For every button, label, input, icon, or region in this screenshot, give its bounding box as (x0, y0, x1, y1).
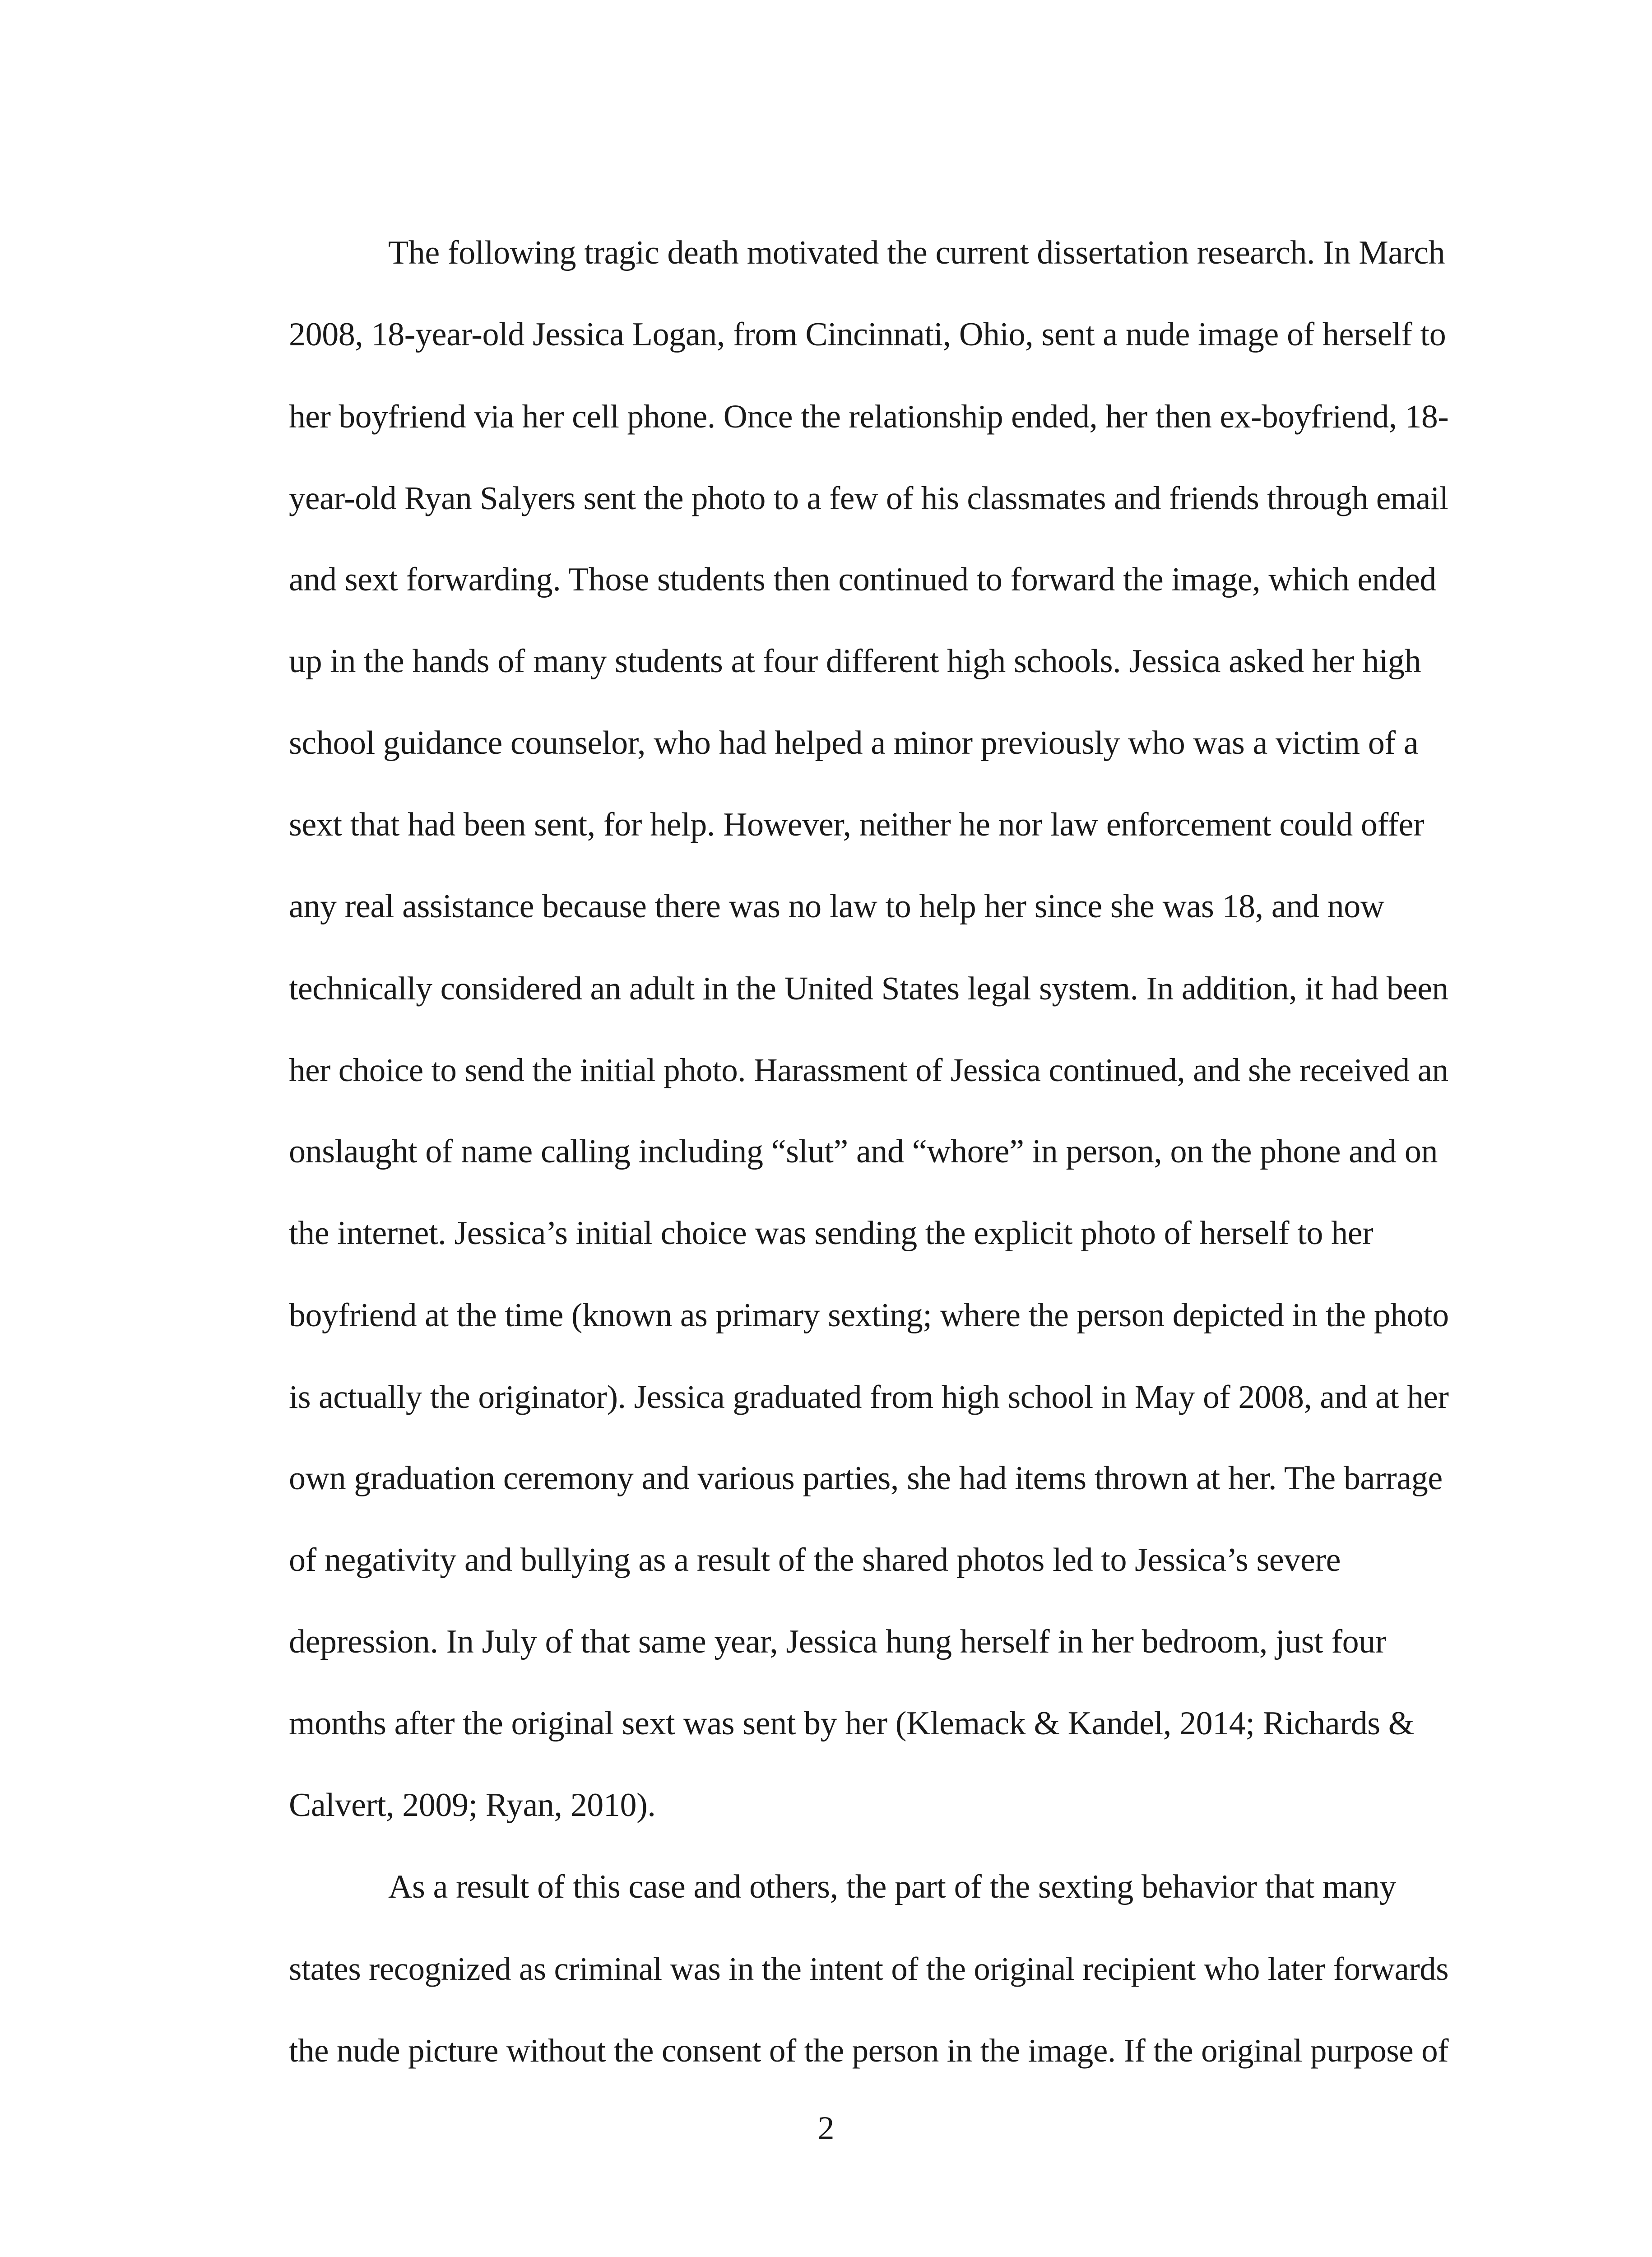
text-line: The following tragic death motivated the current dissertation research. In March (388, 234, 1445, 271)
text-line: boyfriend at the time (known as primary sexting; where the person depicted in the photo (289, 1296, 1449, 1333)
text-line: is actually the originator). Jessica graduated from high school in May of 2008, and at her (289, 1379, 1449, 1415)
text-line: months after the original sext was sent by her (Klemack & Kandel, 2014; Richards & (289, 1705, 1414, 1742)
text-line: any real assistance because there was no law to help her since she was 18, and now (289, 888, 1384, 925)
text-line: 2008, 18-year-old Jessica Logan, from Cincinnati, Ohio, sent a nude image of herself to (289, 316, 1446, 353)
page-number: 2 (817, 2110, 835, 2147)
text-line: year-old Ryan Salyers sent the photo to a few of his classmates and friends through email (289, 480, 1448, 516)
text-line: and sext forwarding. Those students then continued to forward the image, which ended (289, 561, 1437, 598)
text-line: the internet. Jessica’s initial choice was sending the explicit photo of herself to her (289, 1215, 1374, 1252)
text-line: her choice to send the initial photo. Harassment of Jessica continued, and she received an (289, 1052, 1448, 1088)
text-line: the nude picture without the consent of the person in the image. If the original purpose of (289, 2032, 1449, 2069)
text-line: school guidance counselor, who had helped a minor previously who was a victim of a (289, 724, 1419, 762)
text-line: of negativity and bullying as a result of the shared photos led to Jessica’s severe (289, 1542, 1341, 1579)
text-line: up in the hands of many students at four different high schools. Jessica asked her high (289, 643, 1421, 680)
text-line: her boyfriend via her cell phone. Once the relationship ended, her then ex-boyfriend, 18- (289, 398, 1449, 435)
text-line: As a result of this case and others, the part of the sexting behavior that many (388, 1868, 1396, 1905)
text-line: Calvert, 2009; Ryan, 2010). (289, 1787, 656, 1824)
text-line: sext that had been sent, for help. However, neither he nor law enforcement could offer (289, 806, 1425, 843)
text-line: onslaught of name calling including “slut” and “whore” in person, on the phone and on (289, 1133, 1438, 1170)
text-line: states recognized as criminal was in the intent of the original recipient who later forwards (289, 1950, 1449, 1987)
text-line: technically considered an adult in the United States legal system. In addition, it had been (289, 970, 1448, 1007)
text-line: depression. In July of that same year, Jessica hung herself in her bedroom, just four (289, 1623, 1387, 1660)
text-line: own graduation ceremony and various parties, she had items thrown at her. The barrage (289, 1460, 1443, 1497)
body-text (289, 212, 1449, 2091)
